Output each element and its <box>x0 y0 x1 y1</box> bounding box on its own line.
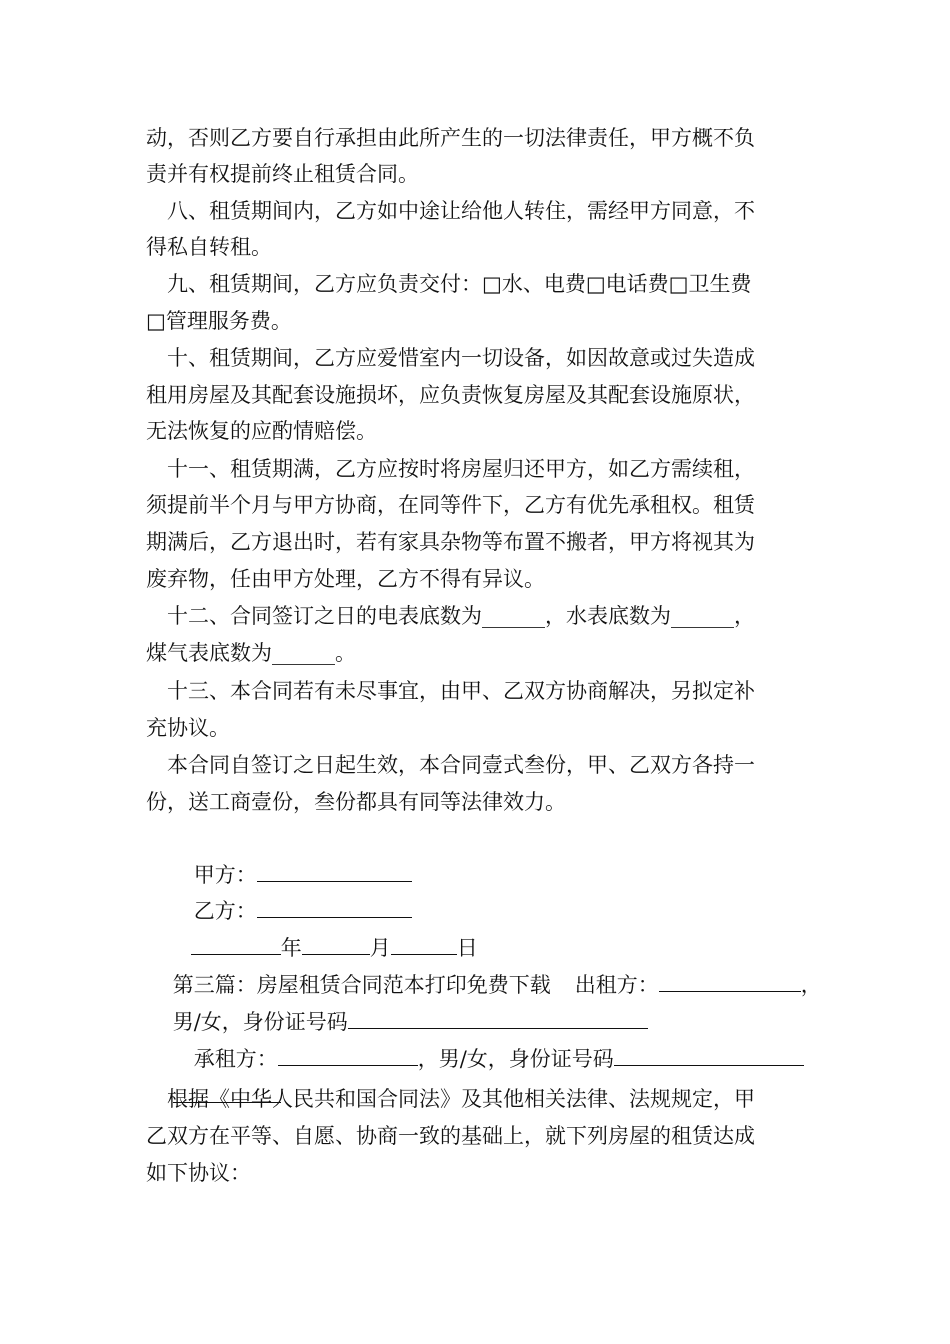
text-line: 充协议。 <box>146 716 230 740</box>
text-line: 无法恢复的应酌情赔偿。 <box>146 419 377 443</box>
text-line: 须提前半个月与甲方协商，在同等件下，乙方有优先承租权。租赁 <box>146 493 755 517</box>
text-line: 煤气表底数为______。 <box>146 641 356 665</box>
clause-10-line: 十、租赁期间，乙方应爱惜室内一切设备，如因故意或过失造成 <box>167 346 755 370</box>
lessee-id-blank[interactable] <box>614 1045 804 1066</box>
lessor-blank[interactable] <box>659 971 801 992</box>
text-line: 废弃物，任由甲方处理，乙方不得有异议。 <box>146 567 545 591</box>
lessee-id-label: ，男/女，身份证号码 <box>417 1047 614 1071</box>
clause-11-line: 十一、租赁期满，乙方应按时将房屋归还甲方，如乙方需续租， <box>167 457 755 481</box>
section-three-title: 第三篇：房屋租赁合同范本打印免费下载 <box>172 973 551 997</box>
clause-9-line: 九、租赁期间，乙方应负责交付：□水、电费□电话费□卫生费 <box>167 272 752 296</box>
text-line: 如下协议： <box>146 1161 251 1185</box>
text-line: 份，送工商壹份，叁份都具有同等法律效力。 <box>146 790 566 814</box>
text-line: 期满后，乙方退出时，若有家具杂物等布置不搬者，甲方将视其为 <box>146 530 755 554</box>
preamble-line: 根据《中华人民共和国合同法》及其他相关法律、法规规定，甲 <box>167 1087 755 1111</box>
lessor-id-label: 男/女，身份证号码 <box>172 1010 348 1034</box>
lessor-label: 出租方： <box>574 973 659 997</box>
comma: ， <box>800 973 822 997</box>
effective-clause-line: 本合同自签订之日起生效，本合同壹式叁份，甲、乙双方各持一 <box>167 753 755 777</box>
text-line: 租用房屋及其配套设施损坏，应负责恢复房屋及其配套设施原状， <box>146 383 755 407</box>
clause-8-line: 八、租赁期间内，乙方如中途让给他人转住，需经甲方同意，不 <box>167 199 755 223</box>
text-line: 得私自转租。 <box>146 235 272 259</box>
lessee-blank[interactable] <box>278 1045 418 1066</box>
text-line: 责并有权提前终止租赁合同。 <box>146 162 419 186</box>
month-label: 月 <box>369 936 391 960</box>
day-label: 日 <box>456 936 478 960</box>
party-b-label: 乙方： <box>193 899 257 923</box>
clause-12-line: 十二、合同签订之日的电表底数为______，水表底数为______， <box>167 604 755 628</box>
clause-13-line: 十三、本合同若有未尽事宜，由甲、乙双方协商解决，另拟定补 <box>167 679 755 703</box>
lessee-label: 承租方： <box>193 1047 278 1071</box>
text-line: 乙双方在平等、自愿、协商一致的基础上，就下列房屋的租赁达成 <box>146 1124 755 1148</box>
year-label: 年 <box>280 936 302 960</box>
party-a-label: 甲方： <box>193 863 257 887</box>
text-line: 动，否则乙方要自行承担由此所产生的一切法律责任，甲方概不负 <box>146 126 755 150</box>
text-line: □管理服务费。 <box>146 309 292 333</box>
